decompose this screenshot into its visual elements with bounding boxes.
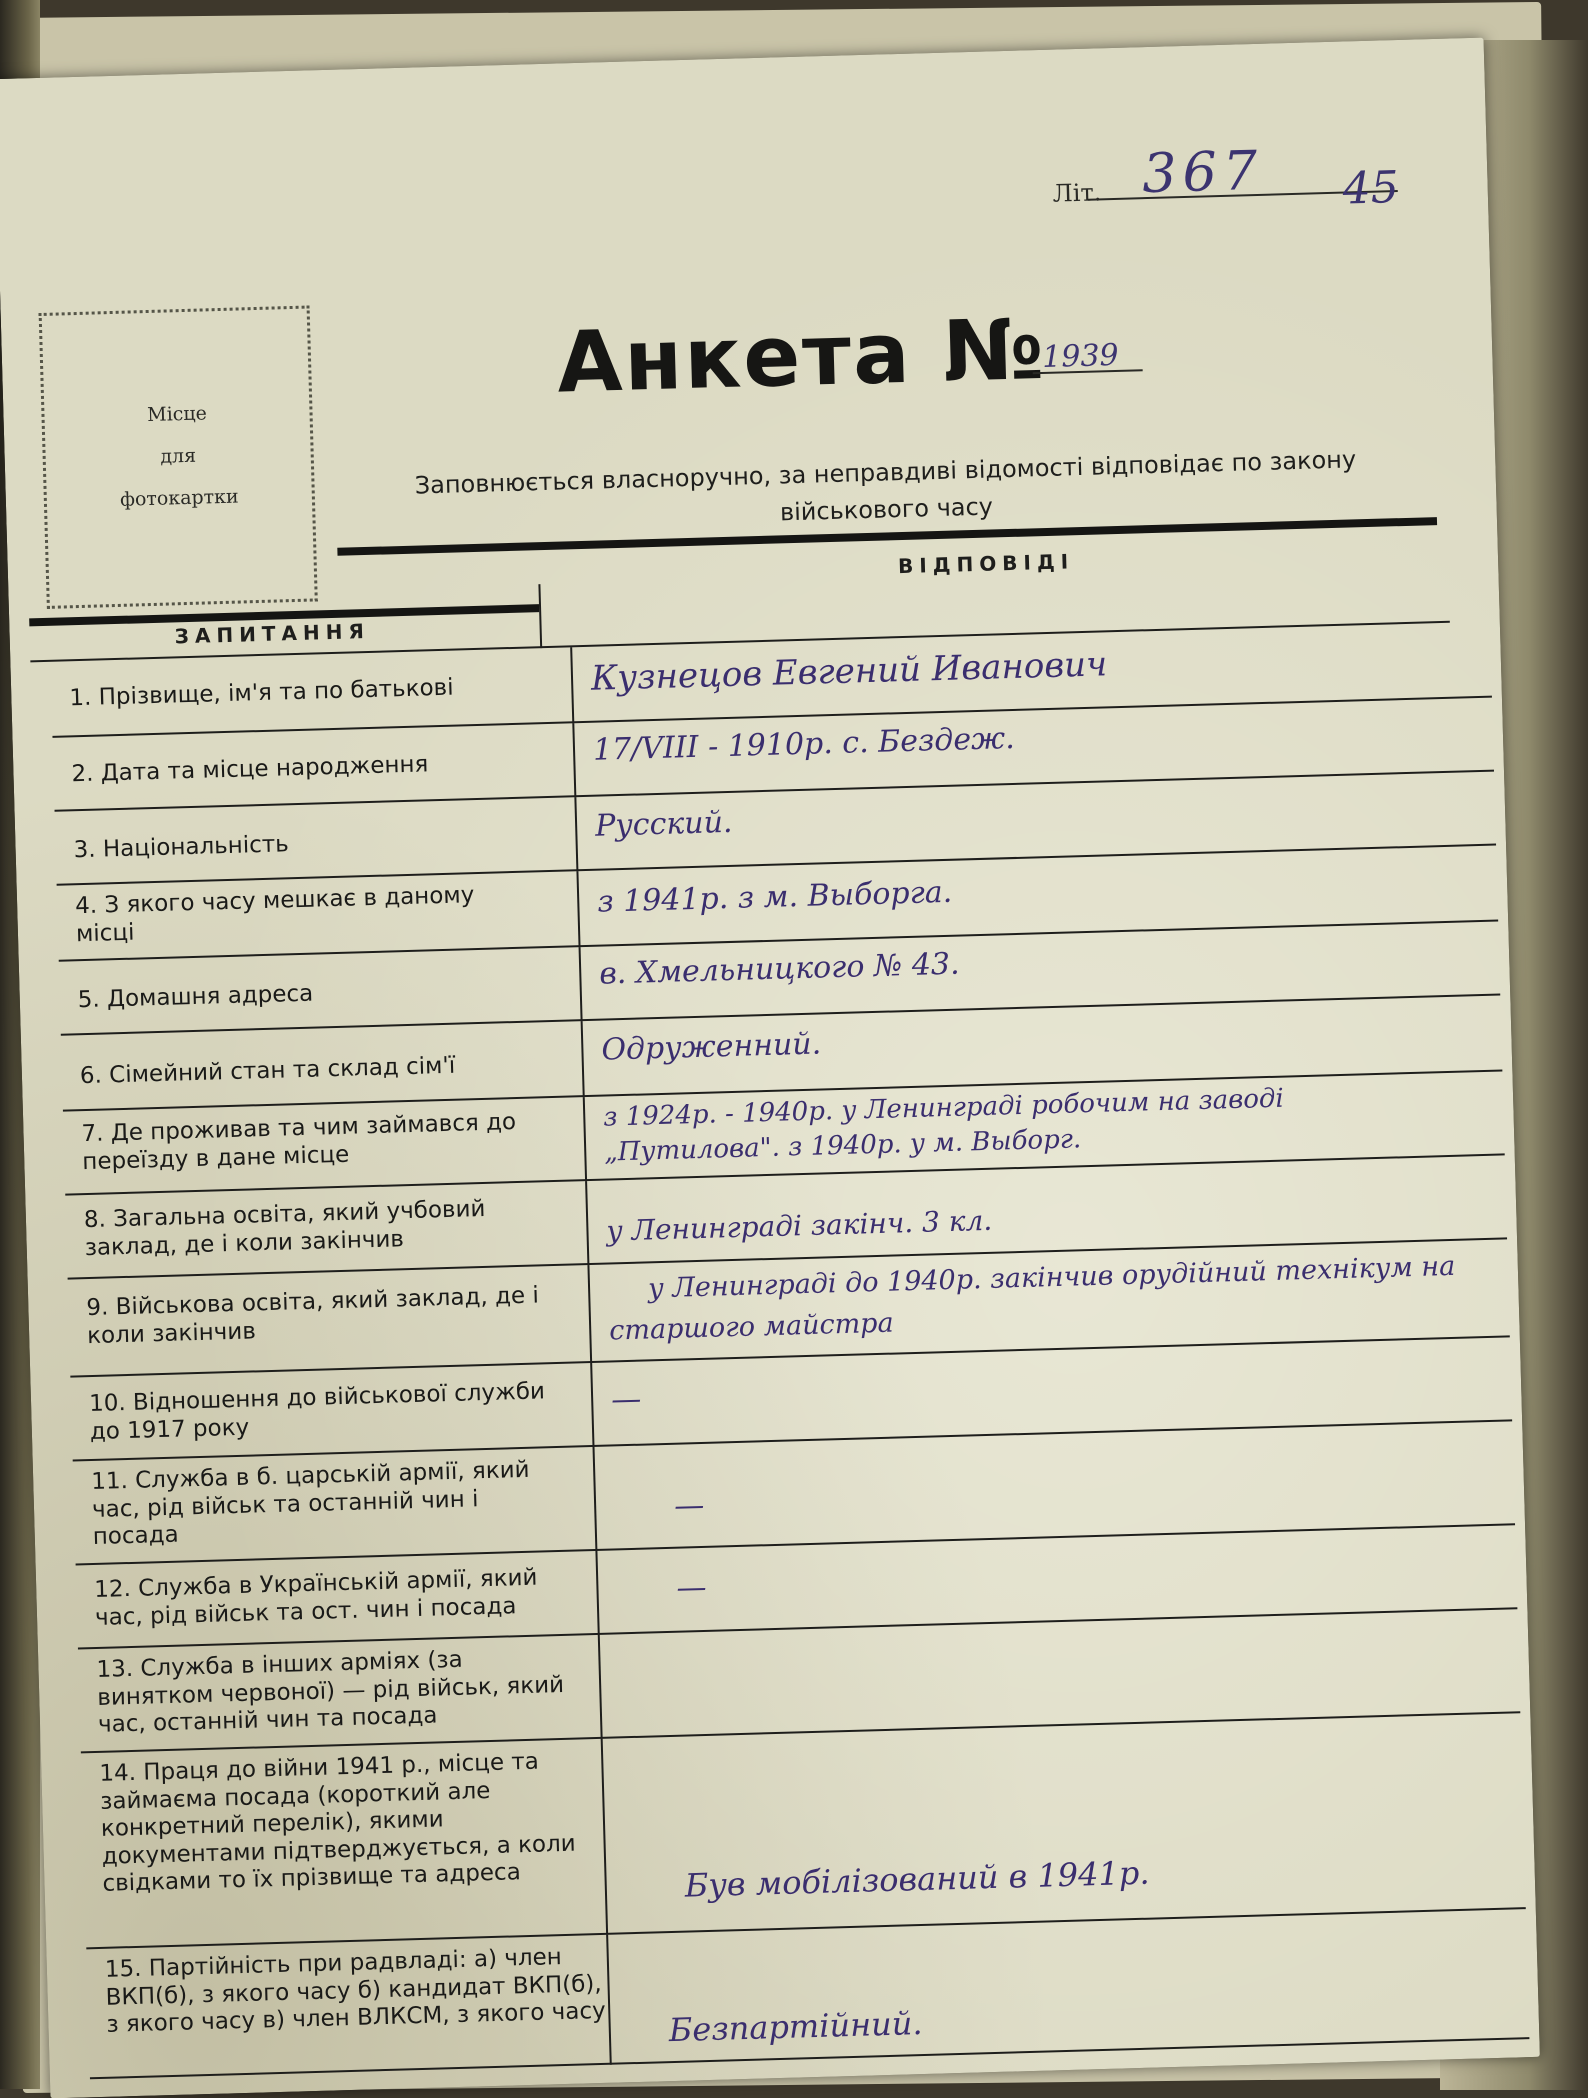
question-9: 9. Військова освіта, який заклад, де і коли закінчив xyxy=(86,1282,540,1349)
form-title: Анкета № xyxy=(555,299,1048,412)
column-header-questions: ЗАПИТАННЯ xyxy=(174,618,371,649)
answer-4: з 1941р. з м. Выборга. xyxy=(596,874,953,920)
row-divider xyxy=(593,1447,598,1551)
question-13: 13. Служба в інших арміях (за винятком червоної) — рід військ, який час, останній чин та посада xyxy=(96,1646,565,1739)
answer-5: в. Хмельницкого № 43. xyxy=(598,946,961,992)
lit-number-secondary: 45 xyxy=(1341,162,1400,215)
answer-8: у Ленинграді закінч. 3 кл. xyxy=(606,1203,993,1248)
question-2: 2. Дата та місце народження xyxy=(71,751,429,788)
question-3: 3. Національність xyxy=(73,831,290,864)
row-divider xyxy=(601,1739,608,1935)
answer-7: з 1924р. - 1940р. у Ленинграді робочим на заводі „Путилова". з 1940р. у м. Выборг. xyxy=(602,1083,1285,1168)
photo-label-line-3: фотокартки xyxy=(119,485,239,511)
answer-6: Одруженний. xyxy=(600,1026,822,1068)
photo-label-line-2: для xyxy=(159,444,197,468)
row-divider xyxy=(576,871,580,947)
answer-11: — xyxy=(673,1487,705,1524)
answer-15: Безпартійний. xyxy=(668,2004,923,2050)
header-divider xyxy=(538,584,542,648)
question-14: 14. Праця до війни 1941 р., місце та займаєма посада (короткий але конкретний перелік), якими документами підтверджується, а коли свідками то їх прізвище та адреса xyxy=(99,1748,577,1898)
row-divider xyxy=(595,1551,599,1635)
question-15: 15. Партійність при радвладі: а) член ВКП(б), з якого часу б) кандидат ВКП(б), з якого часу в) член ВЛКСМ, з якого часу xyxy=(104,1944,607,2038)
row-divider xyxy=(585,1181,589,1265)
lit-label: Літ. xyxy=(1052,178,1102,208)
lit-number: 367 xyxy=(1141,138,1265,206)
question-7: 7. Де проживав та чим займався до переїзду в дане місце xyxy=(81,1109,517,1175)
column-header-answers: ВІДПОВІДІ xyxy=(897,549,1075,579)
question-10: 10. Відношення до військової служби до 1917 року xyxy=(88,1378,546,1445)
question-6: 6. Сімейний стан та склад сім'ї xyxy=(79,1052,456,1090)
photo-placeholder xyxy=(39,305,318,608)
photo-label-line-1: Місце xyxy=(146,402,208,427)
form-number: 1939 xyxy=(1041,337,1120,376)
row-divider xyxy=(606,1935,612,2065)
question-8: 8. Загальна освіта, який учбовий заклад, де і коли закінчив xyxy=(83,1195,486,1261)
row-14 xyxy=(81,1713,1526,1949)
question-1: 1. Прізвище, ім'я та по батькові xyxy=(69,674,454,712)
question-11: 11. Служба в б. царській армії, який час, рід військ та останній чин і посада xyxy=(90,1456,530,1551)
answer-2: 17/VIII - 1910р. с. Бездеж. xyxy=(592,720,1016,768)
questionnaire-sheet xyxy=(0,38,1540,2098)
question-5: 5. Домашня адреса xyxy=(77,980,314,1014)
answer-10: — xyxy=(610,1381,642,1418)
row-divider xyxy=(590,1363,594,1447)
answer-3: Русский. xyxy=(594,804,733,844)
answer-12: — xyxy=(676,1569,707,1606)
question-4: 4. З якого часу мешкає в даному місці xyxy=(74,882,475,947)
row-divider xyxy=(587,1265,592,1363)
form-subtitle: Заповнюється власноручно, за неправдиві відомості відповідає по закону військового часу xyxy=(414,445,1357,527)
row-divider xyxy=(583,1097,587,1181)
question-12: 12. Служба в Українській армії, який час, рід військ та ост. чин і посада xyxy=(93,1564,538,1631)
answer-14: Був мобілізований в 1941р. xyxy=(684,1853,1150,1905)
answer-1: Кузнецов Евгений Иванович xyxy=(590,644,1108,699)
answer-9: у Ленинграді до 1940р. закінчив орудійний технікум на старшого майстра xyxy=(608,1250,1456,1347)
row-divider xyxy=(598,1635,603,1739)
